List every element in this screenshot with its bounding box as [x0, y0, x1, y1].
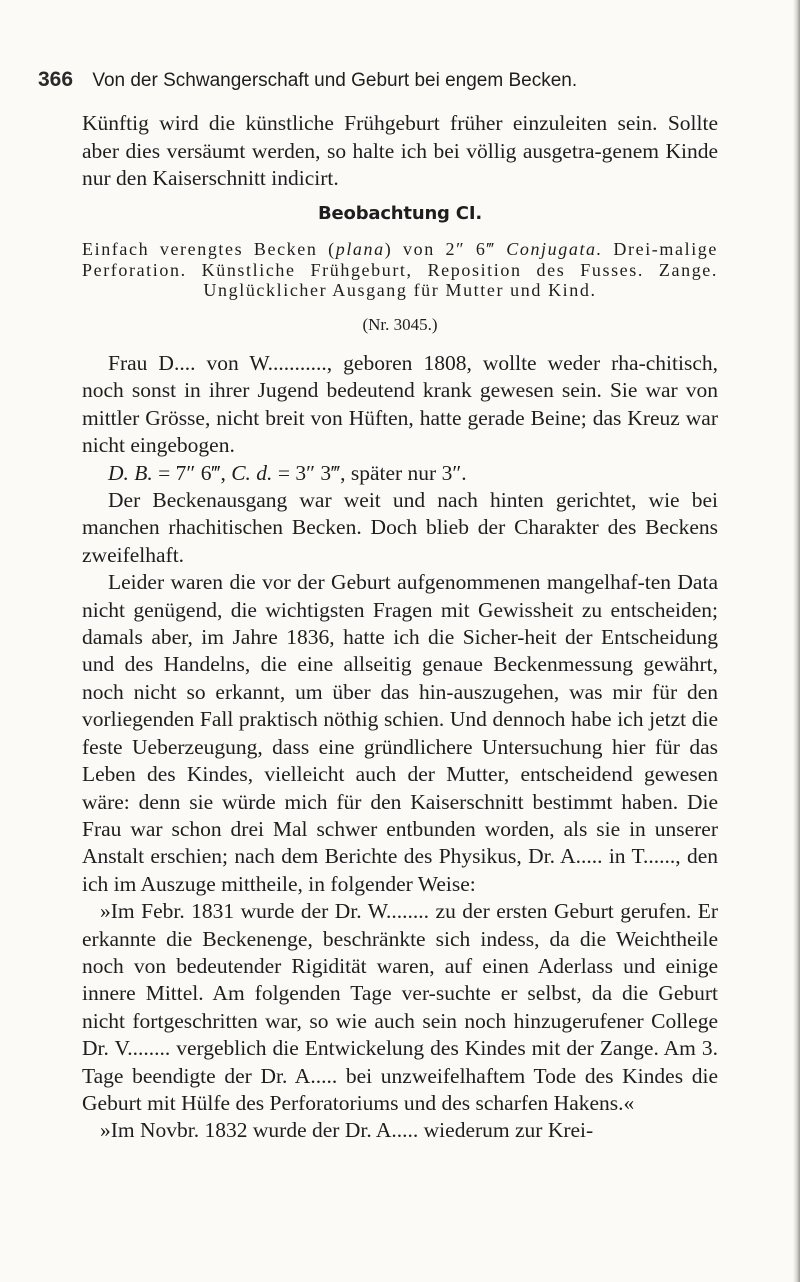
intro-paragraph: Künftig wird die künstliche Frühgeburt früher einzuleiten sein. Sollte aber dies versäumt werden, so halte ich bei völlig ausgetra-genem Kinde nur den Kaiserschnitt indicirt.	[82, 111, 718, 190]
summary-text-2: ) von 2″ 6‴	[384, 239, 507, 259]
page-edge-shadow	[793, 0, 800, 1282]
paragraph-patient: Frau D.... von W..........., geboren 1808, wollte weder rha-chitisch, noch sonst in ihrer Jugend bedeutend krank gewesen sein. Sie war von mittler Grösse, nicht breit von Hüften, hatte gerade Beine; das Kreuz war nicht eingebogen.	[82, 351, 718, 458]
measure-label-db: D. B.	[108, 460, 153, 485]
summary-italic-plana: plana	[335, 239, 385, 259]
paragraph-second-birth: »Im Novbr. 1832 wurde der Dr. A..... wiederum zur Krei-	[100, 1118, 594, 1143]
case-number: (Nr. 3045.)	[362, 315, 438, 334]
paragraph-discussion: Leider waren die vor der Geburt aufgenommenen mangelhaf-ten Data nicht genügend, die wichtigsten Fragen mit Gewissheit zu entscheiden; damals aber, im Jahre 1836, hatte ich die Sicher-heit der Entscheidung und des Handelns, die eine allseitig genaue Beckenmessung gewährt, noch nicht so erkannt, um über das hin-auszugehen, was mir für den vorliegenden Fall praktisch nöthig schien. Und dennoch habe ich jetzt die feste Ueberzeugung, dass eine gründlichere Untersuchung hier für das Leben des Kindes, vielleicht auch der Mutter, entscheidend gewesen wäre: denn sie würde mich für den Kaiserschnitt bestimmt haben. Die Frau war schon drei Mal schwer entbunden worden, als sie in unserer Anstalt erschien; nach dem Berichte des Physikus, Dr. A..... in T......, den ich im Auszuge mittheile, in folgender Weise:	[82, 570, 718, 896]
running-title: Von der Schwangerschaft und Geburt bei engem Becken.	[92, 70, 578, 91]
observation-heading: Beobachtung CI.	[318, 203, 482, 224]
summary-text-1: Einfach verengtes Becken (	[82, 239, 336, 259]
summary-italic-conjugata: Conjugata.	[506, 239, 603, 259]
page-number: 366	[38, 68, 74, 91]
summary-text-3: Drei-malige Perforation. Künstliche Frühgeburt, Reposition des Fusses. Zange. Unglücklicher Ausgang für Mutter und Kind.	[82, 239, 718, 300]
paragraph-pelvic-outlet: Der Beckenausgang war weit und nach hinten gerichtet, wie bei manchen rhachitischen Becken. Doch blieb der Charakter des Beckens zweifelhaft.	[82, 488, 718, 567]
observation-summary	[82, 239, 718, 301]
measure-label-cd: C. d.	[231, 460, 273, 485]
measure-value-db: = 7″ 6‴,	[152, 460, 232, 485]
body-text	[82, 350, 718, 1145]
measure-value-cd: = 3″ 3‴, später nur 3″.	[272, 460, 467, 485]
paragraph-first-birth: »Im Febr. 1831 wurde der Dr. W........ zu der ersten Geburt gerufen. Er erkannte die Beckenenge, beschränkte sich indess, da die Weichtheile noch von bedeutender Rigidität waren, auf einen Aderlass und einige innere Mittel. Am folgenden Tage ver-suchte er selbst, da die Geburt nicht fortgeschritten war, so wie auch sein noch hinzugerufener College Dr. V........ vergeblich die Entwickelung des Kindes mit der Zange. Am 3. Tage beendigte der Dr. A..... bei unzweifelhaftem Tode des Kindes die Geburt mit Hülfe des Perforatoriums und des scharfen Hakens.«	[82, 899, 718, 1115]
running-header	[38, 66, 758, 94]
paragraph-measurements	[82, 460, 718, 487]
